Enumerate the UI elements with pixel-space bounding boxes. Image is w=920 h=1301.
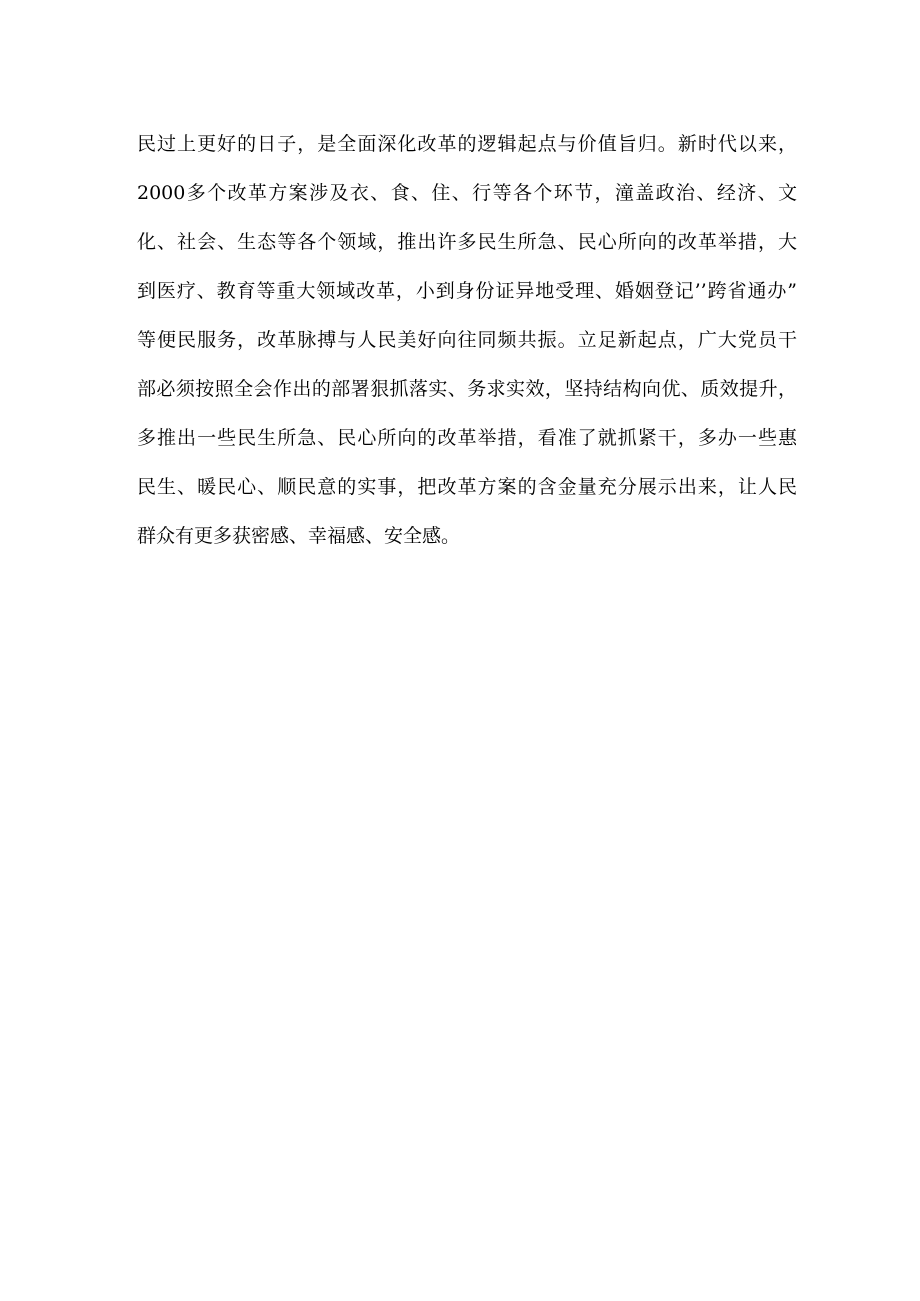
paragraph-line: 2000多个改革方案涉及衣、食、住、行等各个环节，潼盖政治、经济、文 — [137, 182, 797, 204]
paragraph-line: 到医疗、教育等重大领域改革，小到身份证异地受理、婚姻登记’’跨省通办” — [137, 280, 797, 302]
paragraph-line: 部必须按照全会作出的部署狠抓落实、务求实效，坚持结构向优、质效提升， — [137, 378, 797, 400]
paragraph-line: 民生、暖民心、顺民意的实事，把改革方案的含金量充分展示出来，让人民 — [137, 476, 797, 498]
paragraph-line: 化、社会、生态等各个领域，推出许多民生所急、民心所向的改革举措，大 — [137, 231, 797, 253]
paragraph-line-last: 群众有更多获密感、幸福感、安全感。 — [137, 525, 461, 547]
paragraph-line: 多推出一些民生所急、民心所向的改革举措，看准了就抓紧干，多办一些惠 — [137, 427, 797, 449]
body-paragraph — [137, 120, 797, 561]
paragraph-line: 等便民服务，改革脉搏与人民美好向往同频共振。立足新起点，广大党员干 — [137, 329, 797, 351]
paragraph-line: 民过上更好的日子，是全面深化改革的逻辑起点与价值旨归。新时代以来， — [137, 133, 797, 155]
